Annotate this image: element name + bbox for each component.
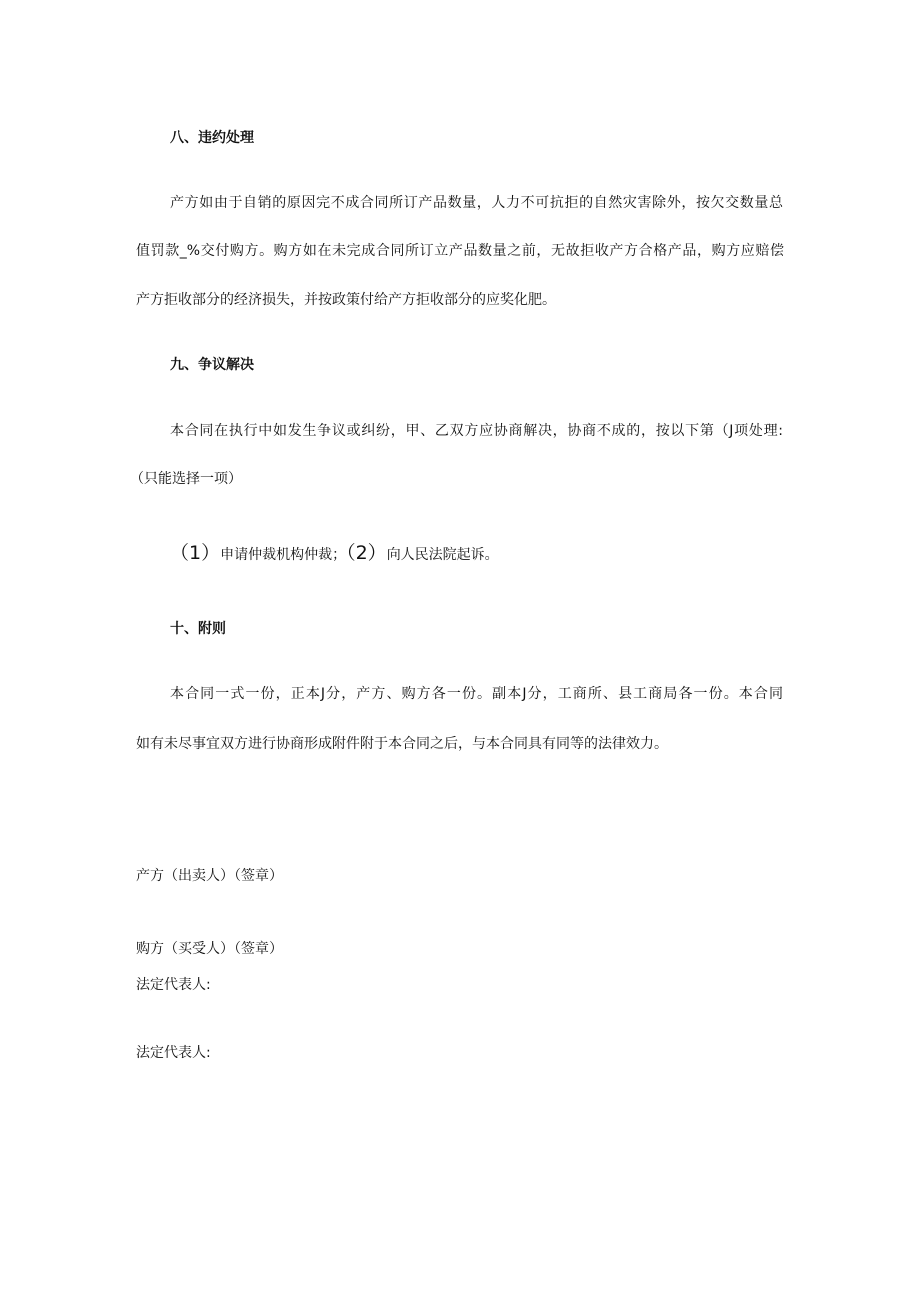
section-8-line-3: 产方拒收部分的经济损失，并按政策付给产方拒收部分的应奖化肥。 <box>136 292 556 308</box>
section-10-line-2: 如有未尽事宜双方进行协商形成附件附于本合同之后，与本合同具有同等的法律效力。 <box>136 736 668 752</box>
section-8-line-1: 产方如由于自销的原因完不成合同所订产品数量，人力不可抗拒的自然灾害除外，按欠交数量总 <box>170 195 783 211</box>
seller-signature-label: 产方（出卖人）（签章） <box>136 868 283 884</box>
buyer-signature-label: 购方（买受人）（签章） <box>136 941 283 957</box>
option-2-text: 向人民法院起诉。 <box>386 547 499 563</box>
section-9-heading: 九、争议解决 <box>170 357 254 373</box>
section-10-heading: 十、附则 <box>170 621 226 637</box>
section-8-line-2: 值罚款_%交付购方。购方如在未完成合同所订立产品数量之前，无故拒收产方合格产品，购方应赔偿 <box>136 243 784 259</box>
option-1-text: 申请仲裁机构仲裁； <box>220 547 347 563</box>
legal-representative-label-1: 法定代表人: <box>136 977 211 993</box>
legal-representative-label-2: 法定代表人: <box>136 1045 211 1061</box>
option-2-number: （2） <box>346 542 387 564</box>
option-1-number: （1） <box>170 542 221 564</box>
section-9-line-2: （只能选择一项） <box>130 471 242 487</box>
section-8-heading: 八、违约处理 <box>170 130 254 146</box>
section-9-line-1: 本合同在执行中如发生争议或纠纷，甲、乙双方应协商解决，协商不成的，按以下第（J项处理: <box>170 423 783 439</box>
section-9-options <box>170 543 499 565</box>
section-10-line-1: 本合同一式一份，正本J分，产方、购方各一份。副本J分，工商所、县工商局各一份。本合同 <box>170 686 783 702</box>
